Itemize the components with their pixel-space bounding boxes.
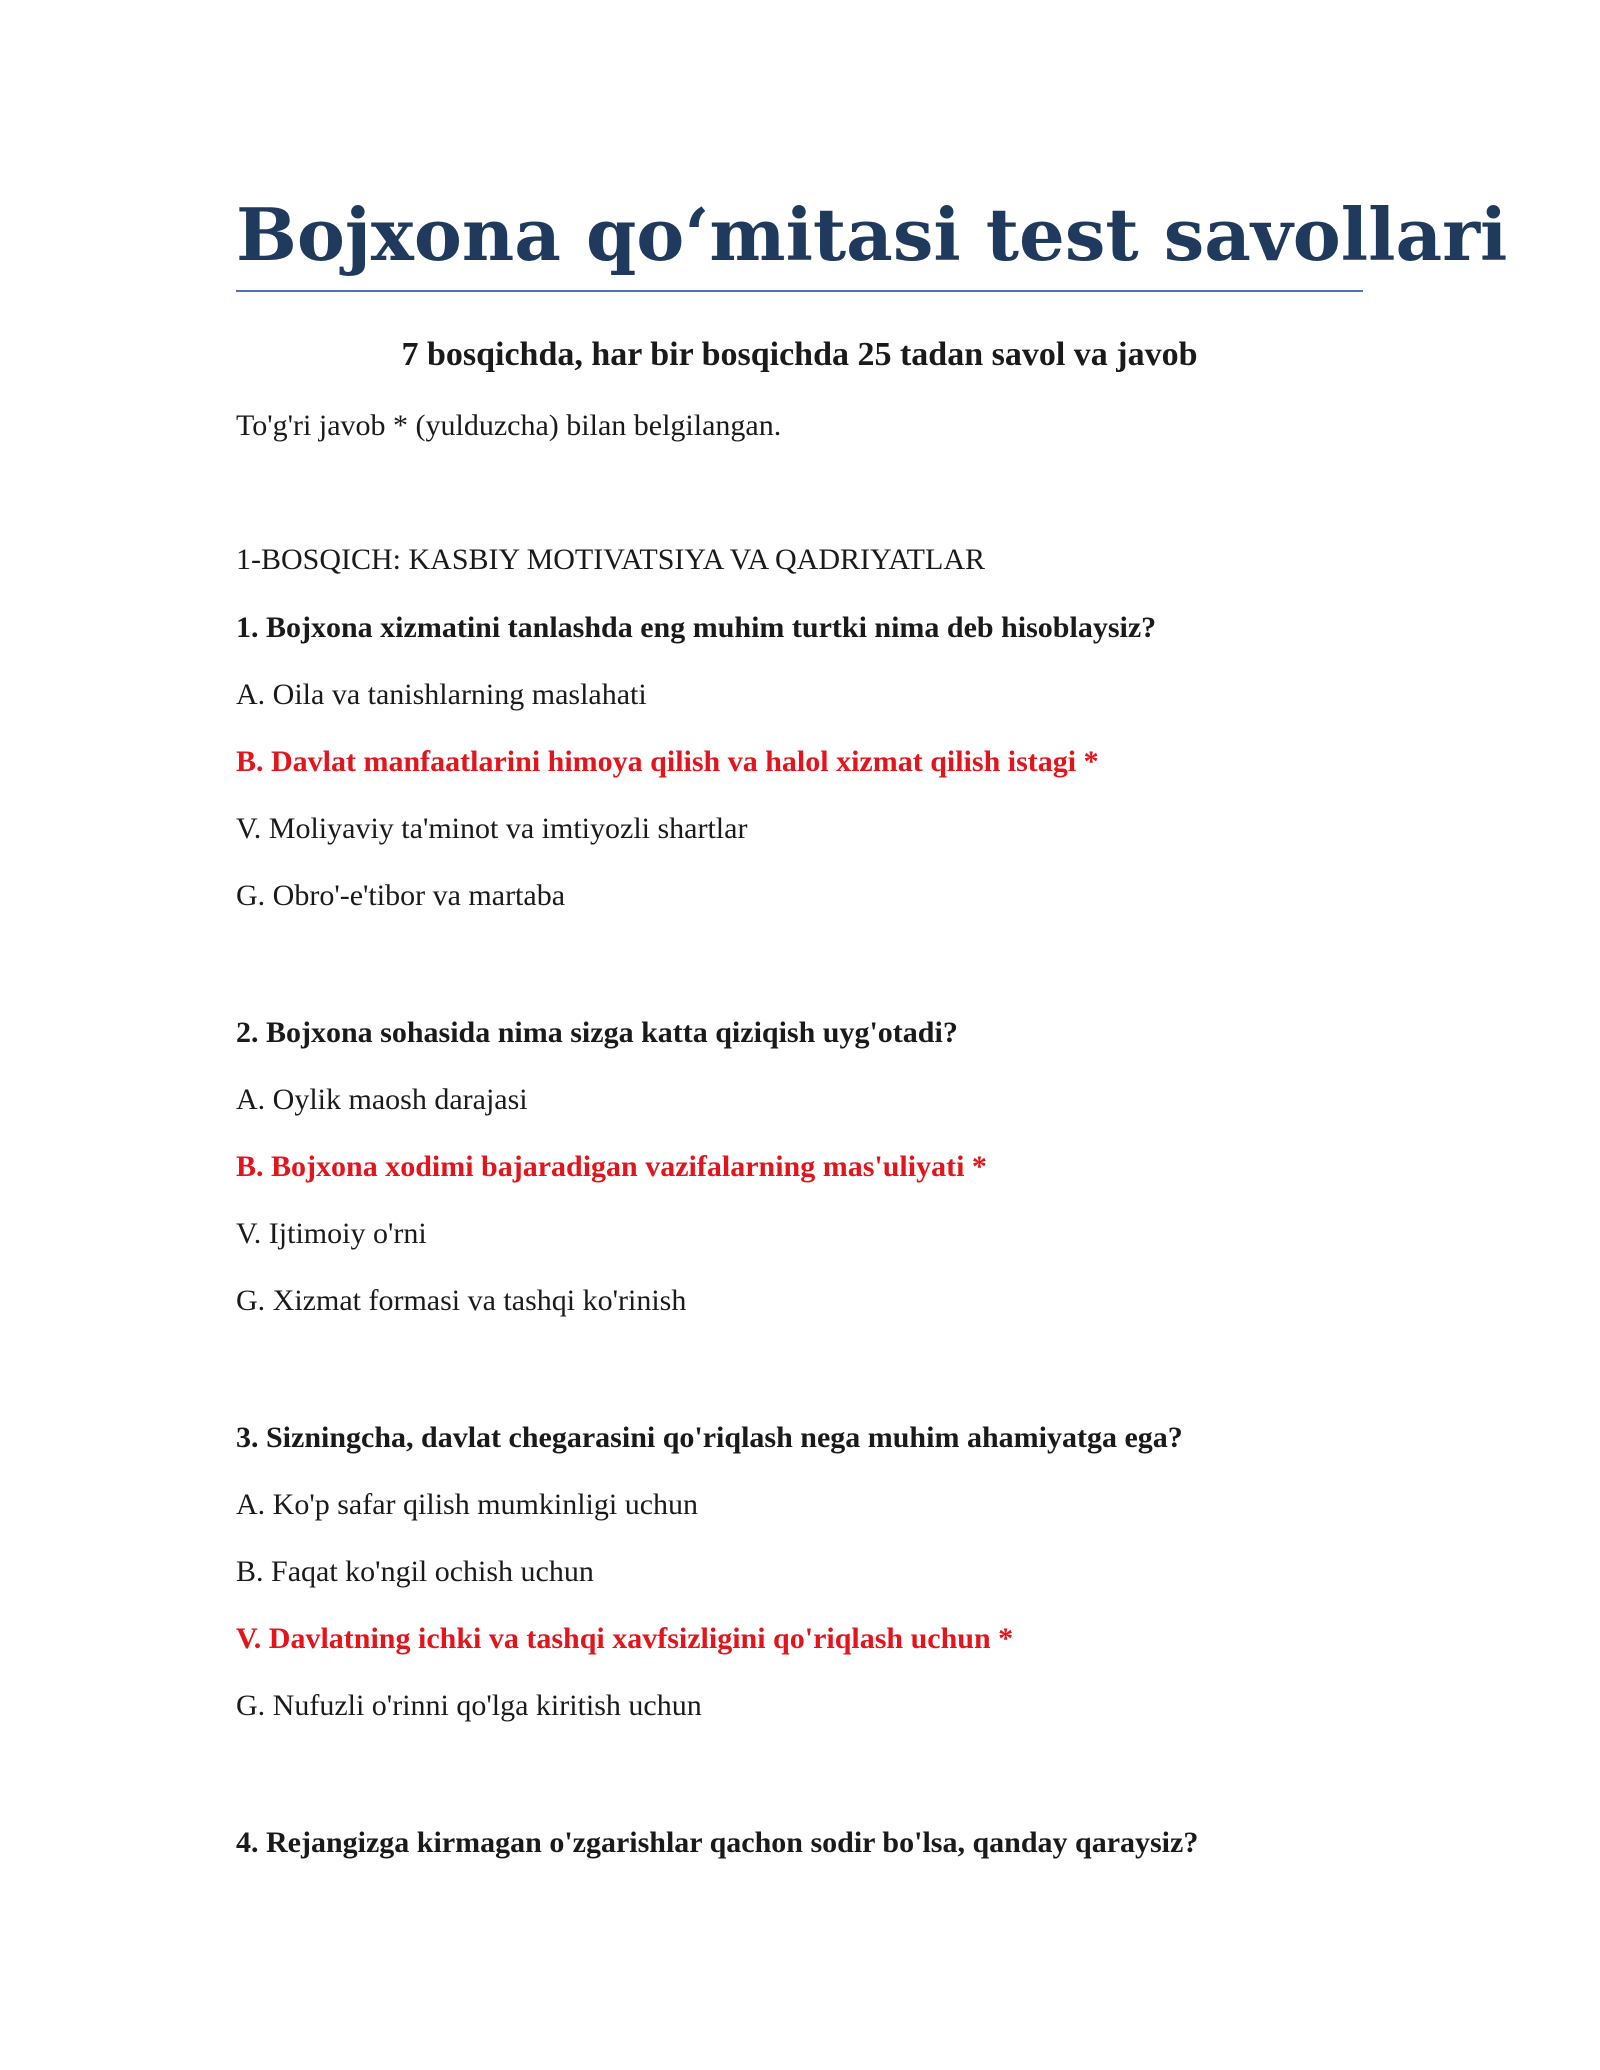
question-4: 4. Rejangizga kirmagan o'zgarishlar qachon sodir bo'lsa, qanday qaraysiz? [236,1826,1199,1859]
document-subtitle: 7 bosqichda, har bir bosqichda 25 tadan savol va javob [401,336,1198,373]
question-3-option-v-correct: V. Davlatning ichki va tashqi xavfsizligini qo'riqlash uchun * [236,1622,1014,1655]
question-3-option-g: G. Nufuzli o'rinni qo'lga kiritish uchun [236,1689,702,1722]
question-1-option-g: G. Obro'-e'tibor va martaba [236,879,566,912]
question-1-option-b-correct: B. Davlat manfaatlarini himoya qilish va halol xizmat qilish istagi * [236,745,1099,778]
question-3-option-b: B. Faqat ko'ngil ochish uchun [236,1555,594,1588]
question-2-option-g: G. Xizmat formasi va tashqi ko'rinish [236,1284,687,1317]
question-3: 3. Sizningcha, davlat chegarasini qo'riqlash nega muhim ahamiyatga ega? [236,1421,1183,1454]
title-underline [236,290,1363,292]
stage-heading: 1-BOSQICH: KASBIY MOTIVATSIYA VA QADRIYATLAR [236,543,985,576]
question-2-option-v: V. Ijtimoiy o'rni [236,1217,427,1250]
question-1-option-v: V. Moliyaviy ta'minot va imtiyozli shartlar [236,812,748,845]
question-2-option-b-correct: B. Bojxona xodimi bajaradigan vazifalarning mas'uliyati * [236,1150,987,1183]
answer-key-note: To'g'ri javob * (yulduzcha) bilan belgilangan. [236,409,782,442]
question-1: 1. Bojxona xizmatini tanlashda eng muhim turtki nima deb hisoblaysiz? [236,611,1157,644]
document-title: Bojxona qo‘mitasi test savollari [236,192,1508,277]
question-2: 2. Bojxona sohasida nima sizga katta qiziqish uyg'otadi? [236,1016,958,1049]
question-2-option-a: A. Oylik maosh darajasi [236,1083,528,1116]
question-3-option-a: A. Ko'p safar qilish mumkinligi uchun [236,1488,699,1521]
question-1-option-a: A. Oila va tanishlarning maslahati [236,678,647,711]
